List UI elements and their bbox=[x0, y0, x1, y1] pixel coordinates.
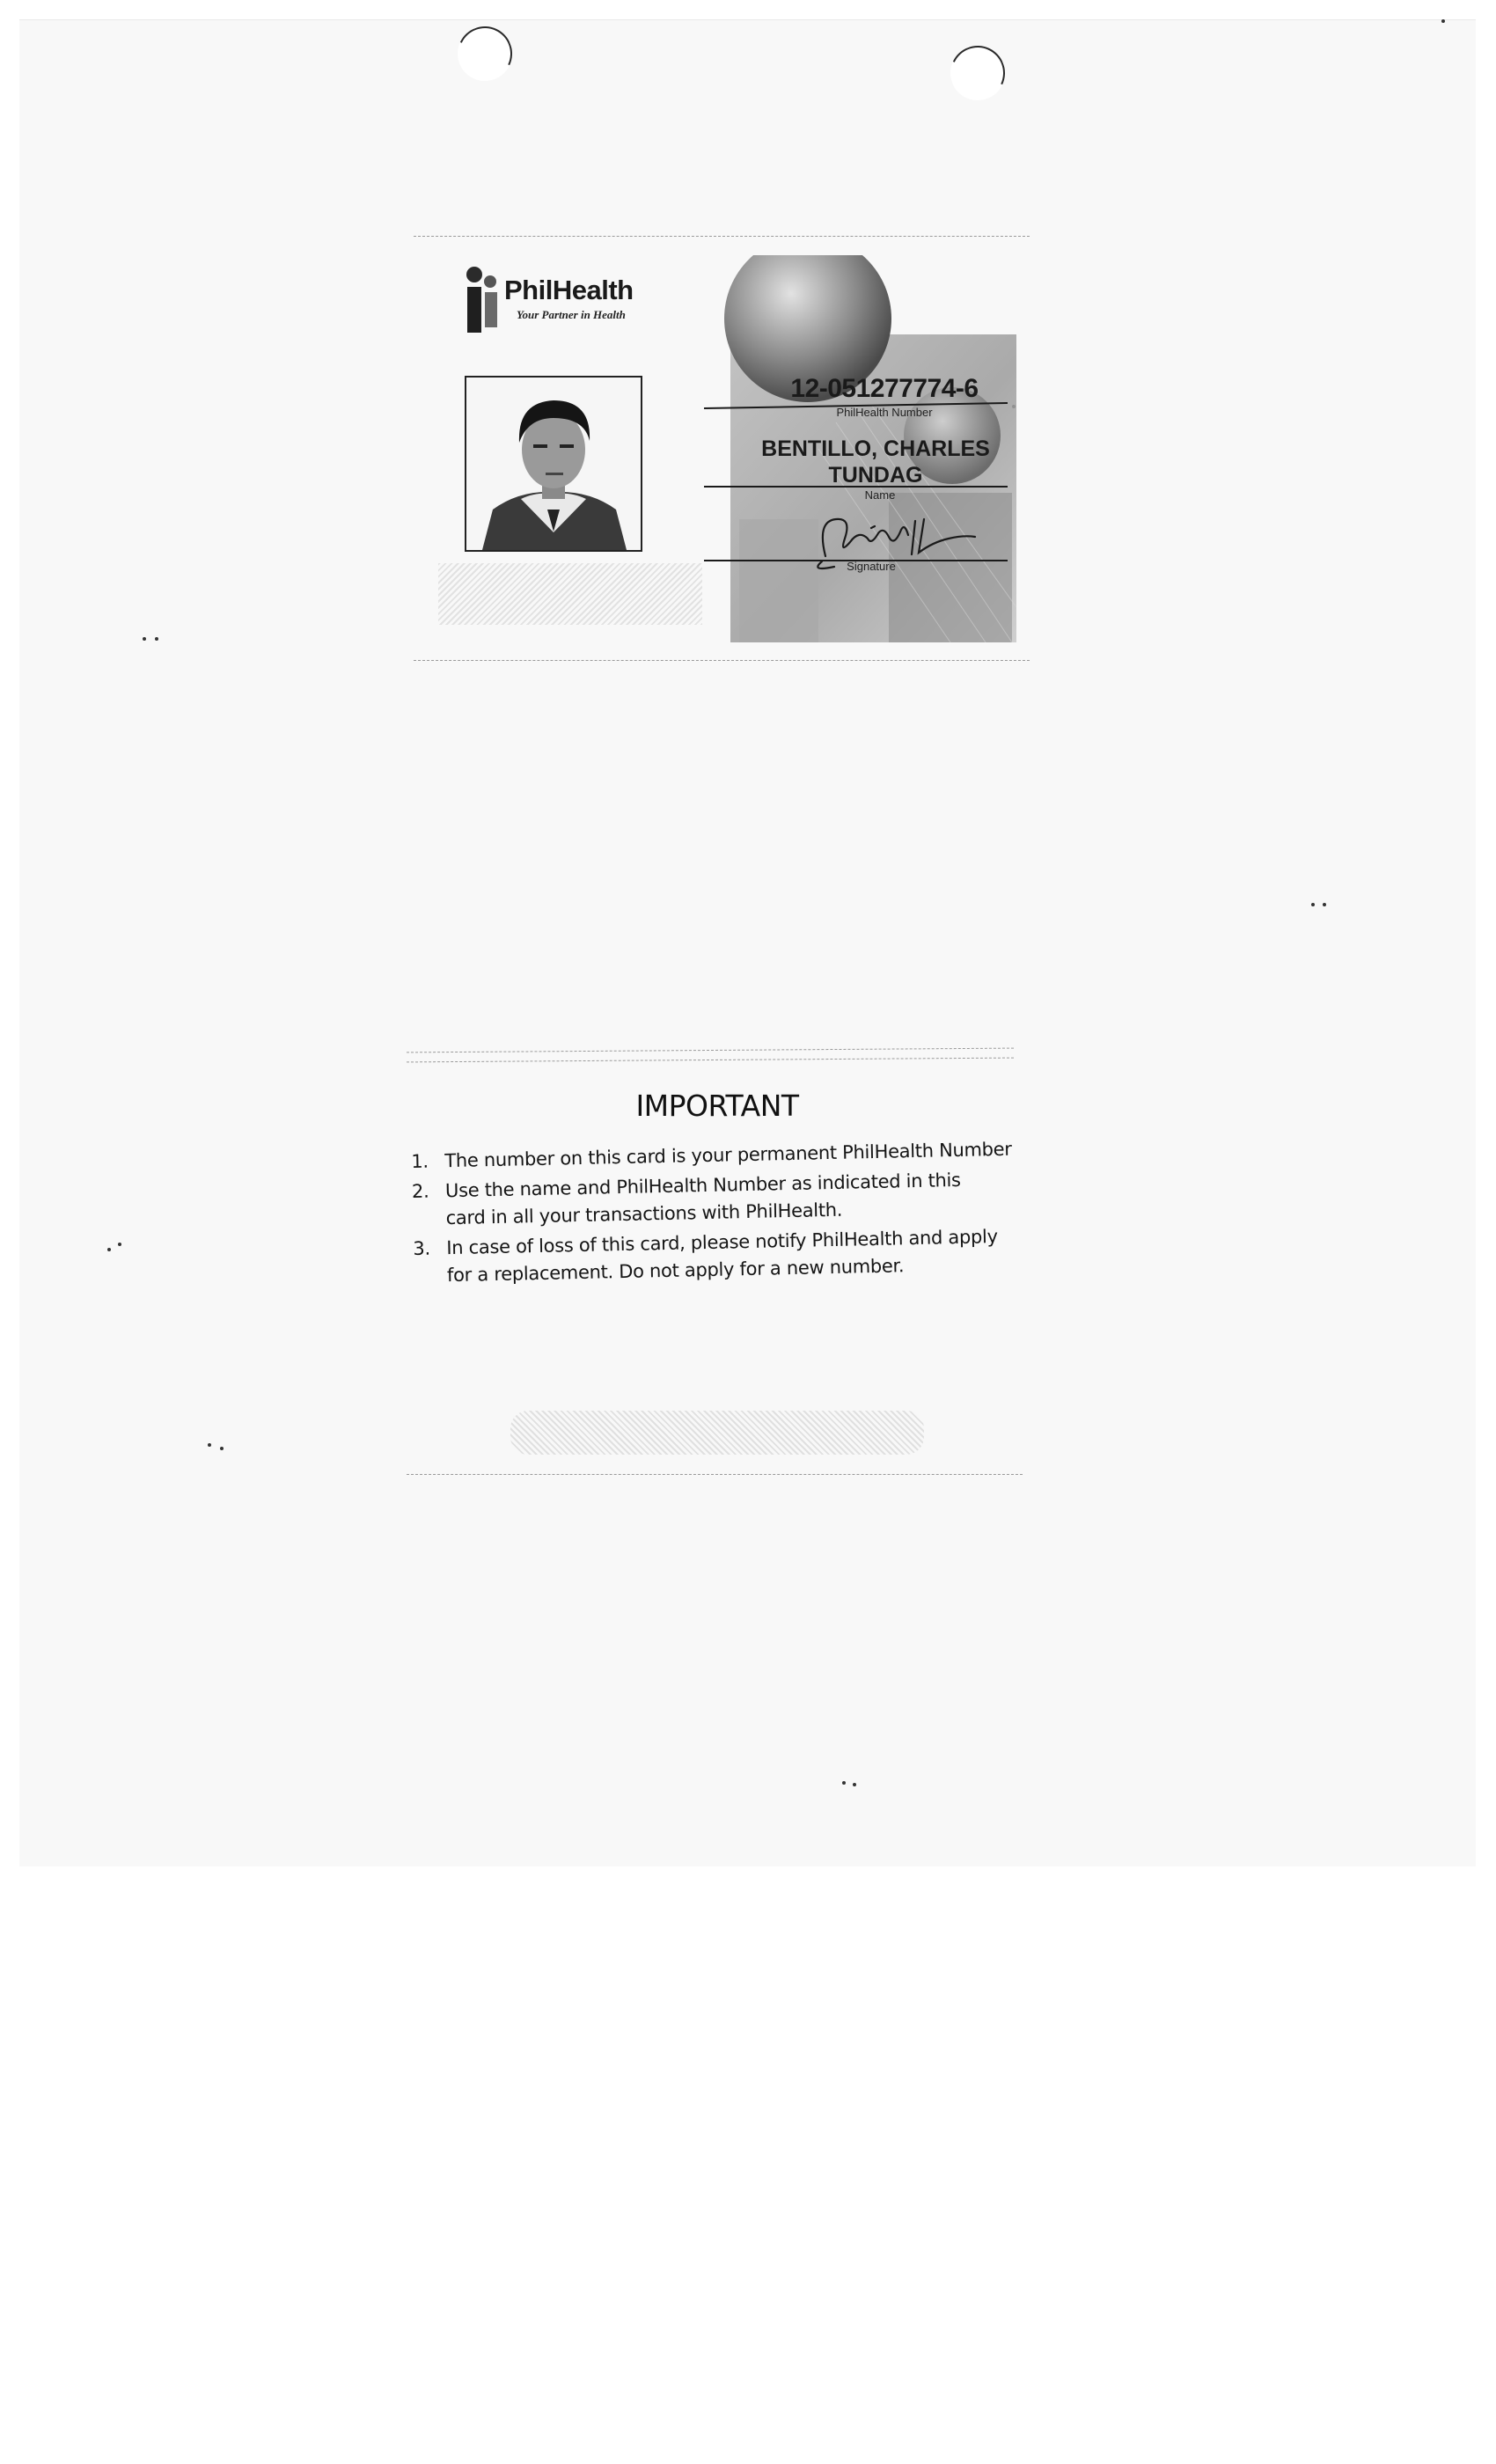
scan-speck bbox=[1311, 903, 1315, 906]
brand-tagline: Your Partner in Health bbox=[517, 308, 626, 321]
list-item-number: 2. bbox=[411, 1180, 429, 1202]
important-notes-list bbox=[411, 1135, 1030, 1293]
philhealth-card-back bbox=[400, 1043, 1034, 1483]
list-item-text: Use the name and PhilHealth Number as indicated in this card in all your transactions with PhilHealth. bbox=[444, 1169, 961, 1229]
list-item-number: 1. bbox=[411, 1150, 429, 1172]
cut-line-bottom bbox=[414, 660, 1030, 661]
list-item bbox=[412, 1165, 1029, 1233]
philhealth-logo bbox=[462, 264, 664, 334]
name-caption: Name bbox=[864, 488, 896, 502]
brand-name: PhilHealth bbox=[504, 275, 634, 305]
cut-line-top bbox=[414, 236, 1030, 237]
holder-photo bbox=[465, 376, 642, 552]
scan-speck bbox=[208, 1443, 211, 1447]
list-item-number: 3. bbox=[413, 1237, 431, 1259]
scan-speck bbox=[220, 1447, 224, 1450]
halftone-pattern bbox=[438, 563, 702, 625]
scan-speck bbox=[107, 1248, 111, 1251]
list-item-text: In case of loss of this card, please notify PhilHealth and apply for a replacement. Do not apply for a new number. bbox=[446, 1226, 998, 1287]
scan-speck bbox=[853, 1783, 856, 1786]
signature-caption: Signature bbox=[847, 560, 896, 573]
scan-speck bbox=[1323, 903, 1326, 906]
philhealth-card-front bbox=[414, 238, 1021, 647]
philhealth-number: 12-051277774-6 bbox=[790, 374, 979, 403]
scan-speck bbox=[143, 637, 146, 641]
philhealth-number-caption: PhilHealth Number bbox=[836, 406, 933, 419]
philhealth-logo-icon bbox=[462, 264, 502, 334]
scan-speck bbox=[118, 1243, 121, 1246]
list-item bbox=[413, 1222, 1030, 1290]
scan-speck bbox=[842, 1781, 846, 1785]
halftone-pattern-back bbox=[510, 1411, 924, 1455]
list-item-text: The number on this card is your permanent PhilHealth Number bbox=[444, 1138, 1012, 1172]
name-line bbox=[704, 486, 1008, 488]
scan-speck bbox=[155, 637, 158, 641]
important-title: IMPORTANT bbox=[635, 1089, 799, 1123]
holder-name: BENTILLO, CHARLES TUNDAG bbox=[761, 436, 990, 488]
scan-speck bbox=[1441, 19, 1445, 23]
